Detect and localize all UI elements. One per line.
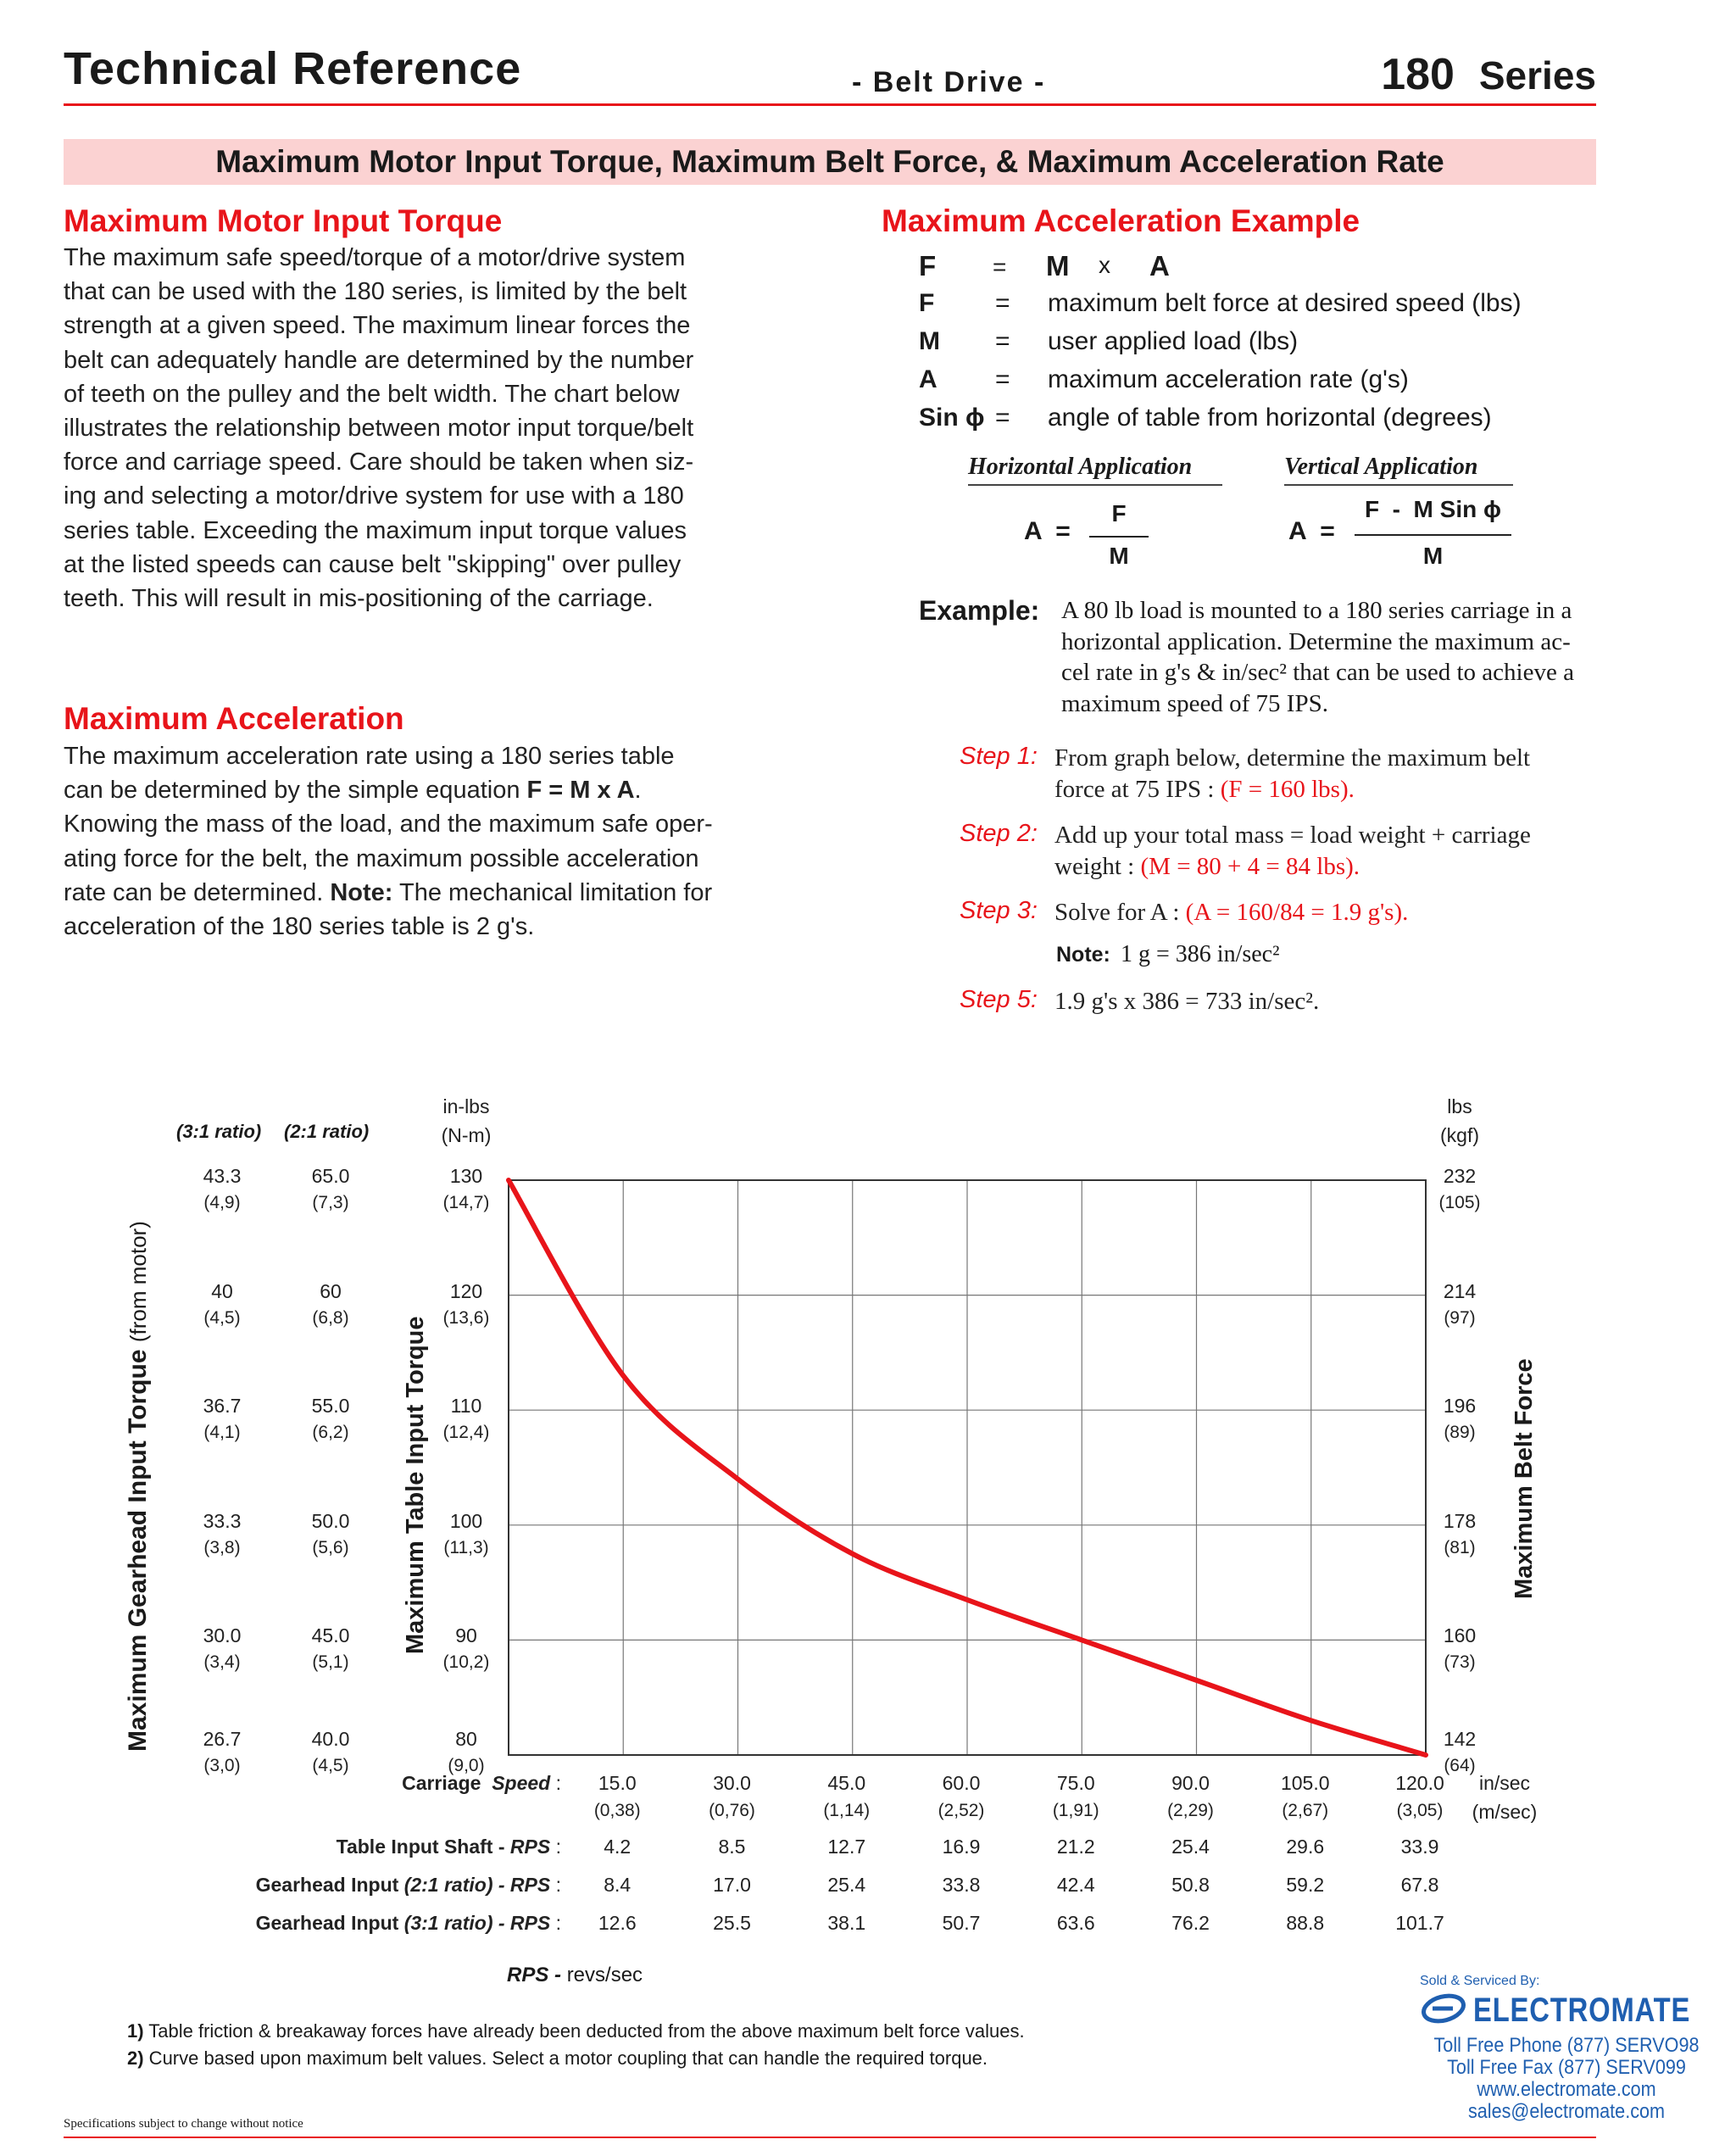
belt-force-unit: lbs [1447,1095,1472,1117]
gear31-torque-tick-metric: (4,5) [203,1307,241,1328]
speed-tick: 90.0 [1171,1772,1210,1794]
table-torque-tick: 120 [449,1279,483,1302]
torque-line: series table. Exceeding the maximum input torque values [64,516,687,544]
phone-line: Toll Free Phone (877) SERVO98 [1433,2034,1700,2057]
gear31-rps-tick: 76.2 [1171,1912,1210,1934]
footnote-text: Curve based upon maximum belt values. Select a motor coupling that can handle the required torque. [143,2048,988,2069]
belt-force-tick-metric: (81) [1444,1537,1476,1557]
accel-line: acceleration of the 180 series table is 2 g's. [64,913,535,941]
horizontal-title: Horizontal Application [968,454,1222,486]
belt-force-axis-label: Maximum Belt Force [1511,1358,1538,1599]
eq-x: x [1099,252,1110,278]
example-label: Example: [919,595,1040,626]
speed-tick-metric: (0,38) [593,1801,641,1820]
gear31-torque-tick: 26.7 [203,1728,242,1750]
row-colon: : [555,1912,561,1934]
gear21-rps-tick: 59.2 [1286,1874,1325,1896]
series-number: 180 [1381,50,1455,99]
table-torque-unit-metric: (N-m) [441,1124,492,1146]
def-text: angle of table from horizontal (degrees) [1048,404,1492,432]
step-text: 1.9 g's x 386 = 733 in/sec². [1054,988,1320,1015]
table-torque-axis-label: Maximum Table Input Torque [402,1316,429,1654]
gear21-rps-tick: 67.8 [1400,1874,1439,1896]
speed-tick: 105.0 [1280,1772,1330,1794]
table-torque-tick-metric: (13,6) [442,1307,490,1328]
page-title: Technical Reference [64,43,522,94]
example-line: horizontal application. Determine the maximum ac- [1061,627,1571,655]
gear21-torque-tick-metric: (4,5) [312,1756,349,1775]
def-equals: = [995,289,1010,317]
table-rps-label [212,1836,561,1858]
gear31-torque-tick: 36.7 [203,1395,242,1418]
ratio21-header: (2:1 ratio) [284,1121,370,1142]
table-torque-tick-metric: (11,3) [443,1537,489,1557]
gear21-rps-tick: 33.8 [942,1874,981,1896]
def-symbol: M [919,327,940,355]
gear31-torque-tick: 40 [211,1279,233,1302]
gear31-rps-tick: 12.6 [598,1912,637,1934]
email-link[interactable]: sales@electromate.com [1467,2100,1666,2123]
table-torque-tick: 100 [449,1509,483,1532]
gear21-torque-tick: 50.0 [311,1509,350,1532]
def-equals: = [995,365,1010,393]
gear21-torque-tick-metric: (5,6) [312,1537,349,1557]
series-word: Series [1478,53,1596,98]
accel-line: Knowing the mass of the load, and the maximum safe oper- [64,811,713,838]
belt-force-tick: 142 [1443,1728,1477,1750]
footnote-number: 1) [127,2020,144,2042]
table-rps-tick: 8.5 [718,1836,746,1858]
step-line: Add up your total mass = load weight + carriage [1054,822,1531,849]
table-torque-tick-metric: (14,7) [442,1193,490,1212]
eq-a: A [1149,250,1170,281]
table-rps-tick: 25.4 [1171,1836,1210,1858]
step-text: Solve for A : [1054,899,1186,926]
speed-word: Speed [492,1772,551,1794]
def-equals: = [995,327,1010,355]
carriage-word: Carriage [402,1772,481,1794]
belt-force-tick-metric: (64) [1444,1756,1476,1775]
example-heading: Maximum Acceleration Example [882,203,1360,238]
ratio-text: (2:1 ratio) - RPS [403,1874,551,1896]
step-label: Step 3: [960,897,1038,924]
table-torque-tick-metric: (12,4) [442,1423,490,1443]
def-text: maximum belt force at desired speed (lbs) [1048,289,1522,317]
row-label-text: Gearhead Input [255,1912,404,1934]
row-colon: : [555,1874,561,1896]
footnote-number: 2) [127,2048,144,2069]
eq-f: F [919,250,937,281]
accel-text: can be determined by the simple equation [64,777,527,805]
table-torque-tick: 80 [455,1728,477,1750]
speed-unit-metric: (m/sec) [1472,1801,1538,1823]
belt-force-tick-metric: (97) [1444,1307,1476,1328]
vert-denominator: M [1422,543,1444,569]
example-line: maximum speed of 75 IPS. [1061,689,1328,717]
speed-unit: in/sec [1478,1772,1531,1794]
step-label: Step 2: [960,820,1038,847]
footnote [127,2020,1025,2042]
torque-line: that can be used with the 180 series, is limited by the belt [64,278,687,306]
accel-line: The maximum acceleration rate using a 180 series table [64,743,675,770]
accel-text: The mechanical limitation for [392,878,713,906]
gear31-torque-tick: 43.3 [203,1165,242,1187]
table-torque-tick-metric: (10,2) [442,1652,490,1673]
accel-heading: Maximum Acceleration [64,701,404,736]
gear31-torque-tick-metric: (3,0) [203,1756,241,1775]
torque-heading: Maximum Motor Input Torque [64,203,503,238]
note-label: Note: [1056,943,1110,967]
row-label-text: Gearhead Input [255,1874,404,1896]
accel-equation: F = M x A [526,777,635,805]
def-symbol: F [919,289,935,317]
gear31-torque-tick-metric: (3,4) [203,1652,241,1673]
step-line: From graph below, determine the maximum belt [1054,744,1531,772]
table-rps-tick: 33.9 [1400,1836,1439,1858]
table-torque-tick-metric: (9,0) [448,1756,485,1775]
def-equals: = [995,404,1010,432]
step-result: (A = 160/84 = 1.9 g's). [1185,899,1409,926]
gear31-rps-label [127,1912,561,1935]
axis-label-sub: (from motor) [125,1221,151,1343]
axis-label-text: Maximum Gearhead Input Torque [124,1349,152,1752]
section-banner: Maximum Motor Input Torque, Maximum Belt Force, & Maximum Acceleration Rate [64,139,1596,185]
horiz-denominator: M [1109,543,1129,569]
def-symbol: Sin ϕ [919,404,985,432]
torque-line: strength at a given speed. The maximum linear forces the [64,312,691,340]
accel-line: ating force for the belt, the maximum possible acceleration [64,844,699,872]
horiz-lhs: A = [1024,517,1071,545]
step-text: weight : [1054,853,1141,880]
gear21-rps-tick: 17.0 [713,1874,751,1896]
gear21-rps-tick: 50.8 [1171,1874,1210,1896]
torque-line: teeth. This will result in mis-positioning of the carriage. [64,585,654,613]
rps-word: RPS [509,1836,551,1858]
gear21-torque-tick-metric: (6,2) [312,1423,349,1443]
torque-line: illustrates the relationship between motor input torque/belt [64,415,694,443]
contact-block [1429,2035,1704,2123]
speed-tick: 30.0 [713,1772,751,1794]
footnote [127,2048,988,2070]
gear31-rps-tick: 63.6 [1056,1912,1095,1934]
gear31-torque-tick-metric: (4,1) [203,1423,241,1443]
gear21-rps-tick: 42.4 [1056,1874,1095,1896]
horiz-numerator: F [1111,500,1127,526]
def-text: user applied load (lbs) [1048,327,1299,355]
speed-tick: 120.0 [1395,1772,1444,1794]
vert-lhs: A = [1288,517,1335,545]
belt-force-unit-metric: (kgf) [1440,1124,1479,1146]
gear21-torque-tick-metric: (7,3) [312,1193,349,1212]
speed-tick-metric: (1,91) [1052,1801,1099,1820]
step-label: Step 5: [960,986,1038,1013]
torque-line: of teeth on the pulley and the belt width. The chart below [64,380,680,408]
website-link[interactable]: www.electromate.com [1477,2078,1656,2101]
rps-def-label: RPS - [507,1964,567,1986]
fax-line: Toll Free Fax (877) SERV099 [1447,2056,1686,2079]
torque-line: at the listed speeds can cause belt "skipping" over pulley [64,550,682,578]
speed-tick-metric: (2,52) [938,1801,985,1820]
ratio-text: (3:1 ratio) - RPS [403,1912,551,1934]
row-label-text: Table Input Shaft - [336,1836,510,1858]
belt-force-tick-metric: (73) [1444,1652,1476,1673]
speed-tick-metric: (1,14) [823,1801,871,1820]
gear21-torque-tick: 60 [320,1279,342,1302]
belt-force-tick: 214 [1443,1279,1477,1302]
rps-def-text: revs/sec [566,1964,643,1986]
step-result: (M = 80 + 4 = 84 lbs). [1140,853,1360,880]
gear21-rps-tick: 25.4 [827,1874,866,1896]
footnote-text: Table friction & breakaway forces have already been deducted from the above maximum belt force values. [143,2020,1025,2042]
gear21-torque-tick: 45.0 [311,1624,350,1647]
step-label: Step 1: [960,743,1038,770]
table-torque-tick: 90 [455,1624,477,1647]
step-text: force at 75 IPS : [1054,776,1221,803]
torque-line: ing and selecting a motor/drive system for use with a 180 [64,482,684,510]
vert-numerator: F - M Sin ϕ [1365,496,1501,522]
step-result: (F = 160 lbs). [1220,776,1355,803]
gear21-rps-label [127,1874,561,1897]
note-text: 1 g = 386 in/sec² [1121,941,1280,967]
rps-definition [507,1964,643,1987]
speed-tick-metric: (0,76) [709,1801,755,1820]
torque-line: belt can adequately handle are determined by the number [64,346,694,374]
footer-rule [64,2137,1596,2138]
carriage-speed-label [254,1772,561,1795]
belt-force-tick-metric: (105) [1438,1193,1481,1212]
note-label: Note: [330,878,393,906]
table-rps-tick: 21.2 [1056,1836,1095,1858]
belt-force-tick-metric: (89) [1444,1423,1476,1443]
eq-equals: = [993,254,1007,280]
gear31-rps-tick: 25.5 [713,1912,751,1934]
torque-line: The maximum safe speed/torque of a motor/drive system [64,244,686,271]
belt-force-tick: 196 [1443,1395,1477,1418]
example-line: A 80 lb load is mounted to a 180 series carriage in a [1061,597,1572,624]
gear31-torque-tick: 33.3 [203,1509,242,1532]
table-torque-unit: in-lbs [442,1095,490,1117]
accel-text: rate can be determined. [64,878,331,906]
gear21-torque-tick: 65.0 [311,1165,350,1187]
electromate-brand: ELECTROMATE [1473,1992,1691,2029]
speed-tick-metric: (2,67) [1282,1801,1329,1820]
belt-force-tick: 160 [1443,1624,1477,1647]
gear31-torque-tick-metric: (4,9) [203,1193,241,1212]
table-torque-tick: 110 [450,1395,482,1418]
sold-by: Sold & Serviced By: [1420,1974,1540,1988]
gear31-torque-tick: 30.0 [203,1624,242,1647]
def-text: maximum acceleration rate (g's) [1048,365,1409,393]
page-subtitle: - Belt Drive - [852,66,1046,98]
gear21-torque-tick-metric: (6,8) [312,1307,349,1328]
eq-m: M [1046,250,1070,281]
gear21-torque-tick-metric: (5,1) [312,1652,349,1673]
chart-grid [509,1180,1426,1755]
gear31-torque-tick-metric: (3,8) [203,1537,241,1557]
table-rps-tick: 12.7 [827,1836,866,1858]
speed-tick: 60.0 [942,1772,981,1794]
gear21-torque-tick: 40.0 [311,1728,350,1750]
gear21-rps-tick: 8.4 [604,1874,632,1896]
spec-notice: Specifications subject to change without notice [64,2117,303,2131]
belt-force-tick: 232 [1443,1165,1477,1187]
gear21-torque-tick: 55.0 [311,1395,350,1418]
row-colon: : [555,1772,561,1794]
ratio31-header: (3:1 ratio) [176,1121,262,1142]
table-rps-tick: 4.2 [604,1836,632,1858]
gear31-rps-tick: 88.8 [1286,1912,1325,1934]
torque-line: force and carriage speed. Care should be taken when siz- [64,448,694,476]
speed-tick-metric: (3,05) [1396,1801,1444,1820]
example-line: cel rate in g's & in/sec² that can be used to achieve a [1061,659,1574,686]
gear31-rps-tick: 50.7 [942,1912,981,1934]
speed-tick: 15.0 [598,1772,637,1794]
electromate-logo-icon [1421,1992,1466,2025]
vertical-title: Vertical Application [1284,454,1513,486]
table-rps-tick: 16.9 [942,1836,981,1858]
table-rps-tick: 29.6 [1286,1836,1325,1858]
def-symbol: A [919,365,938,393]
speed-tick: 75.0 [1056,1772,1095,1794]
speed-tick: 45.0 [827,1772,866,1794]
speed-tick-metric: (2,29) [1167,1801,1214,1820]
accel-text: . [634,777,642,805]
gear31-rps-tick: 38.1 [827,1912,866,1934]
gear31-rps-tick: 101.7 [1395,1912,1444,1934]
table-torque-tick: 130 [449,1165,483,1187]
belt-force-tick: 178 [1443,1509,1477,1532]
row-colon: : [555,1836,561,1858]
